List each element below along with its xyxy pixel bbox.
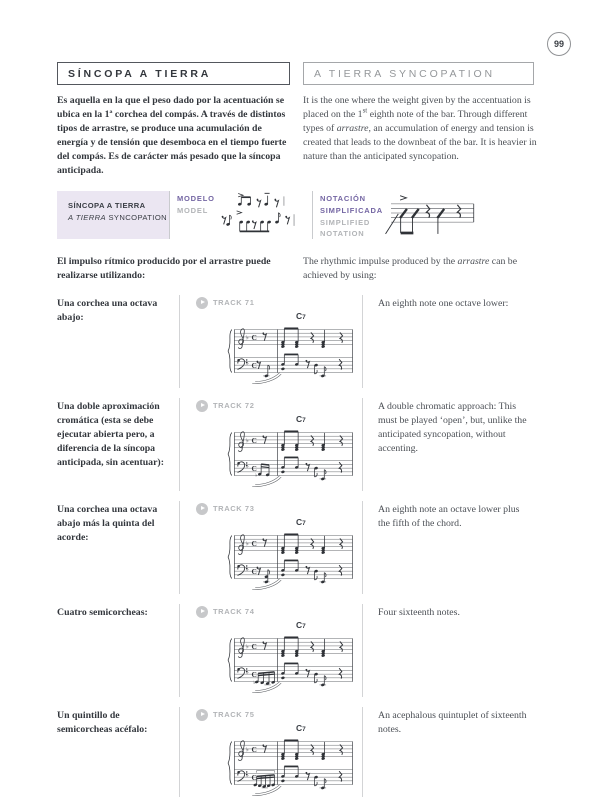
chord-root: C	[296, 414, 303, 425]
intro-en-part: , an accumulation of energy and tension is created that leads to the downbeat of the bar. It is heavier in nature than the anticipated syncopation.	[303, 122, 537, 162]
model-tag-title-es: SÍNCOPA A TIERRA	[68, 201, 146, 211]
score-grand-staff	[224, 734, 354, 797]
chord-root: C	[296, 620, 303, 631]
simplified-notation-staff	[385, 193, 477, 243]
example-label-es: Una doble aproximación cromática (esta se debe ejecutar abierta pero, a diferencia de la síncopa anticipada, sin acentuar):	[57, 401, 164, 468]
chord-root: C	[296, 723, 303, 734]
page-number-badge	[547, 32, 571, 56]
section-headers	[57, 62, 546, 85]
example-label-es: Un quintillo de semicorcheas acéfalo:	[57, 710, 148, 736]
chord-symbol	[296, 414, 362, 425]
impulse-en-part: The rhythmic impulse produced by the	[303, 256, 458, 268]
chord-symbol	[296, 311, 362, 322]
model-tag-box	[57, 191, 169, 239]
chord-symbol	[296, 723, 362, 734]
intro-en-superscript: st	[362, 106, 368, 115]
section-title-es: SÍNCOPA A TIERRA	[57, 62, 290, 85]
track-line	[196, 502, 362, 515]
track-line	[196, 399, 362, 412]
model-rhythm-figure	[220, 191, 308, 239]
score-grand-staff	[224, 528, 354, 592]
play-icon	[196, 503, 208, 515]
example-row-5	[57, 707, 546, 797]
notation-labels	[313, 191, 383, 239]
track-line	[196, 296, 362, 309]
intro-paragraphs	[57, 94, 546, 177]
example-row-2	[57, 398, 546, 491]
model-label-es: MODELO	[177, 194, 215, 204]
model-strip	[57, 191, 546, 239]
intro-en-part: It is the one where the weight given by the accentuation is placed on the 1	[303, 95, 531, 120]
example-score-area	[179, 604, 363, 697]
model-rhythm-notation	[220, 191, 306, 236]
intro-en-italic-term: arrastre	[336, 122, 369, 134]
play-icon	[196, 297, 208, 309]
example-label-en: An eighth note an octave lower plus the fifth of the chord.	[378, 504, 520, 530]
intro-text-es: Es aquella en la que el peso dado por la acentuación se ubica en la 1ª corchea del compás. A través de distintos tipos de arrastre, se produce una acumulación de energía y de tensión que desemboca en el tiempo fuerte del compás. Es de carácter más pesado que la síncopa anticipada.	[57, 95, 287, 176]
track-label: TRACK 72	[213, 401, 255, 411]
score-grand-staff	[224, 322, 354, 386]
track-label: TRACK 73	[213, 504, 255, 514]
track-label: TRACK 71	[213, 298, 255, 308]
example-label-es: Una corchea una octava abajo:	[57, 298, 158, 324]
example-score-area	[179, 398, 363, 491]
example-row-4	[57, 604, 546, 697]
track-label: TRACK 74	[213, 607, 255, 617]
example-label-es: Cuatro semicorcheas:	[57, 607, 148, 619]
notation-label-es-1: NOTACIÓN	[320, 194, 366, 204]
example-label-en: An acephalous quintuplet of sixteenth notes.	[378, 710, 527, 736]
play-icon	[196, 606, 208, 618]
chord-root: C	[296, 311, 303, 322]
chord-symbol	[296, 517, 362, 528]
chord-extension: 7	[302, 623, 306, 631]
notation-label-en-2: NOTATION	[320, 229, 365, 239]
example-label-en: A double chromatic approach: This must be played ‘open’, but, unlike the anticipated syncopation, without accenting.	[378, 401, 527, 454]
intro-en-part: eighth note of the bar. Through different types of	[303, 108, 528, 134]
example-score-area	[179, 295, 363, 388]
impulse-text-en	[303, 255, 546, 283]
play-icon	[196, 709, 208, 721]
model-tag-en-italic: A TIERRA	[68, 213, 106, 223]
model-label-en: MODEL	[177, 206, 209, 216]
score-grand-staff	[224, 425, 354, 489]
track-line	[196, 708, 362, 721]
example-label-en: Four sixteenth notes.	[378, 607, 460, 619]
intro-text-en	[303, 94, 546, 177]
notation-label-es-2: SIMPLIFICADA	[320, 206, 383, 216]
simplified-notation-figure	[385, 193, 477, 239]
model-tag-en-rest: SYNCOPATION	[105, 213, 168, 223]
impulse-en-part: can be achieved by using:	[303, 256, 518, 282]
chord-extension: 7	[302, 726, 306, 734]
impulse-paragraphs	[57, 255, 546, 283]
track-line	[196, 605, 362, 618]
track-label: TRACK 75	[213, 710, 255, 720]
example-label-en: An eighth note one octave lower:	[378, 298, 509, 310]
example-score-area	[179, 707, 363, 797]
page-content	[57, 62, 546, 797]
notation-label-en-1: SIMPLIFIED	[320, 217, 371, 227]
score-grand-staff	[224, 631, 354, 695]
model-tag-title-en	[68, 212, 169, 224]
model-labels	[170, 191, 218, 239]
chord-symbol	[296, 620, 362, 631]
chord-extension: 7	[302, 417, 306, 425]
chord-root: C	[296, 517, 303, 528]
example-list	[57, 295, 546, 797]
example-row-3	[57, 501, 546, 594]
page-number: 99	[553, 39, 564, 49]
chord-extension: 7	[302, 520, 306, 528]
chord-extension: 7	[302, 314, 306, 322]
impulse-en-italic-term: arrastre	[457, 256, 490, 268]
example-score-area	[179, 501, 363, 594]
example-label-es: Una corchea una octava abajo más la quinta del acorde:	[57, 504, 158, 544]
play-icon	[196, 400, 208, 412]
example-row-1	[57, 295, 546, 388]
impulse-text-es: El impulso rítmico producido por el arrastre puede realizarse utilizando:	[57, 256, 271, 282]
section-title-en: A TIERRA SYNCOPATION	[303, 62, 534, 85]
